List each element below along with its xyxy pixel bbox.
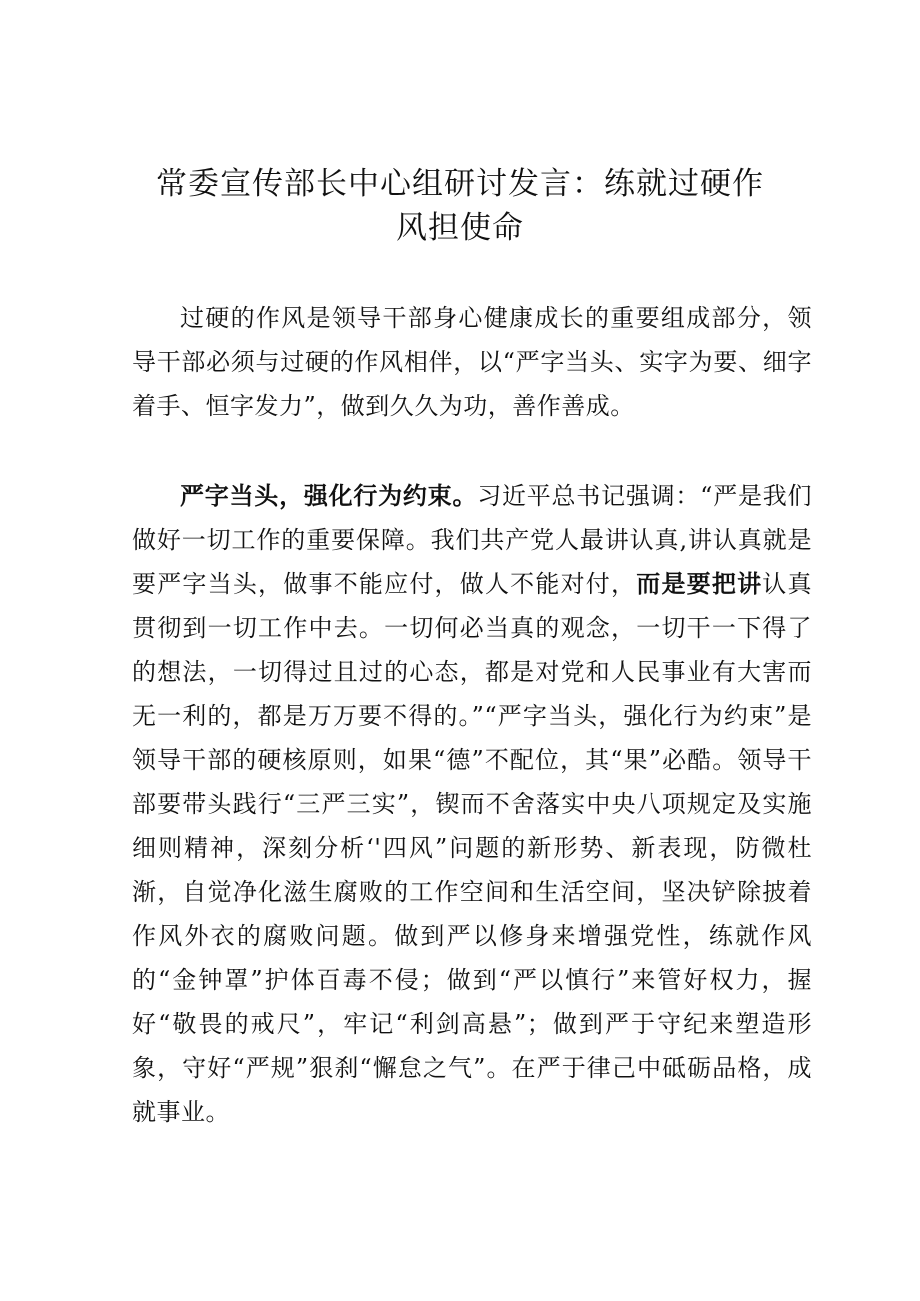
title-line-2: 风担使命 (396, 210, 524, 246)
paragraph-heading: 严字当头，强化行为约束。 (180, 482, 478, 510)
paragraph-strict (132, 474, 812, 1134)
title-line-1: 常委宣传部长中心组研讨发言：练就过硬作 (156, 166, 764, 202)
document-title (130, 162, 790, 250)
paragraph-text-after: 认真贯彻到一切工作中去。一切何必当真的观念，一切干一下得了的想法，一切得过且过的心态，都是对党和人民事业有大害而无一利的，都是万万要不得的。”“严字当头，强化行为约束”是领导干部的硬核原则，如果“德”不配位，其“果”必酷。领导干部要带头践行“三严三实”，锲而不舍落实中央八项规定及实施细则精神，深刻分析‘'四风”问题的新形势、新表现，防微杜渐，自觉净化滋生腐败的工作空间和生活空间，坚决铲除披着作风外衣的腐败问题。做到严以修身来增强党性，练就作风的“金钟罩”护体百毒不侵；做到“严以慎行”来管好权力，握好“敬畏的戒尺”，牢记“利剑高悬”；做到严于守纪来塑造形象，守好“严规”狠刹“懈怠之气”。在严于律己中砥砺品格，成就事业。 (132, 570, 813, 1126)
paragraph-emphasis: 而是要把讲 (636, 570, 763, 598)
paragraph-text-before: 习近平总书记强调：“严是我们做好一切工作的重要保障。我们共产党人最讲认真,讲认真就是要严字当头，做事不能应付，做人不能对付， (132, 482, 812, 598)
paragraph-intro: 过硬的作风是领导干部身心健康成长的重要组成部分，领导干部必须与过硬的作风相伴，以“严字当头、实字为要、细字着手、恒字发力”，做到久久为功，善作善成。 (132, 304, 812, 420)
